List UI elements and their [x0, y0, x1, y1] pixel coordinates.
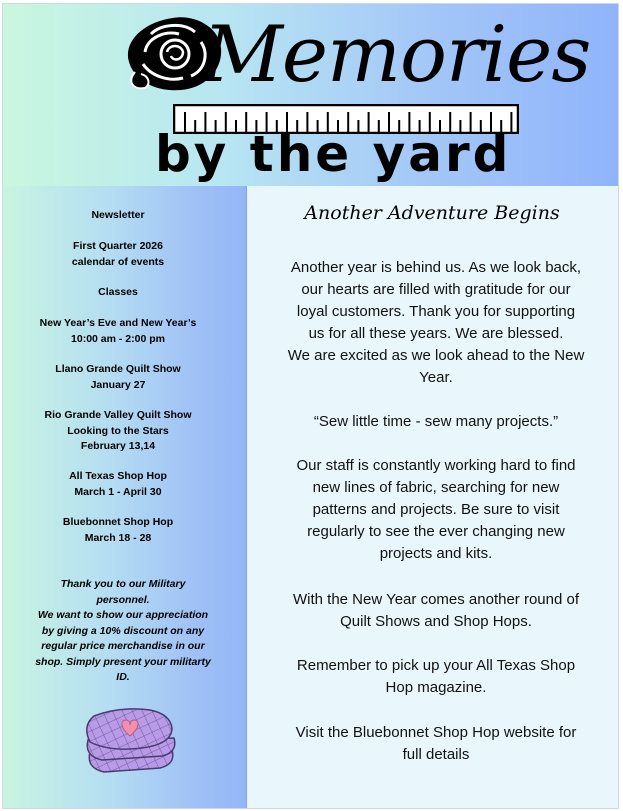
sidebar-item-new-years: New Year’s Eve and New Year’s 10:00 am - 2:00 pm — [39, 317, 197, 345]
paragraph-quilt-shows: With the New Year comes another round of Quilt Shows and Shop Hops. — [293, 591, 579, 630]
paragraph-website: Visit the Bluebonnet Shop Hop website for full details — [295, 724, 577, 763]
paragraph-magazine: Remember to pick up your All Texas Shop Hop magazine. — [296, 657, 576, 696]
sidebar-item-newsletter: Newsletter — [91, 209, 145, 221]
paragraph-staff: Our staff is constantly working hard to find new lines of fabric, searching for new patterns and projects. Be sure to visit regularly to see the ever changing new projects and kits. — [296, 457, 576, 562]
sidebar-item-rio-grande: Rio Grande Valley Quilt Show Looking to the Stars February 13,14 — [44, 409, 192, 452]
main-article — [246, 186, 618, 808]
sidebar-item-llano-grande: Llano Grande Quilt Show January 27 — [55, 363, 181, 391]
sidebar-item-all-texas: All Texas Shop Hop March 1 - April 30 — [69, 470, 167, 498]
paragraph-quote: “Sew little time - sew many projects.” — [313, 413, 559, 430]
article-title: Another Adventure Begins — [304, 202, 560, 224]
folded-quilt-heart-icon — [80, 706, 180, 776]
masthead-title-by-the-yard: by the yard — [155, 125, 512, 183]
masthead-banner — [3, 4, 618, 186]
paragraph-intro: Another year is behind us. As we look back, our hearts are filled with gratitude for our loyal customers. Thank you for supporting us for all these years. We are blessed. We are excited as we look ahead to the New Year. — [287, 259, 585, 386]
sidebar — [3, 186, 246, 808]
masthead-title-memories: Memories — [203, 10, 591, 100]
military-discount-note: Thank you to our Military personnel. We want to show our appreciation by giving a 10% discount on any regular price merchandise in our shop. Simply present your militarty ID. — [35, 578, 211, 683]
column-divider — [246, 186, 247, 808]
sidebar-item-calendar: First Quarter 2026 calendar of events — [71, 240, 165, 268]
sidebar-item-classes: Classes — [98, 286, 138, 298]
sidebar-item-bluebonnet: Bluebonnet Shop Hop March 18 - 28 — [62, 516, 174, 544]
